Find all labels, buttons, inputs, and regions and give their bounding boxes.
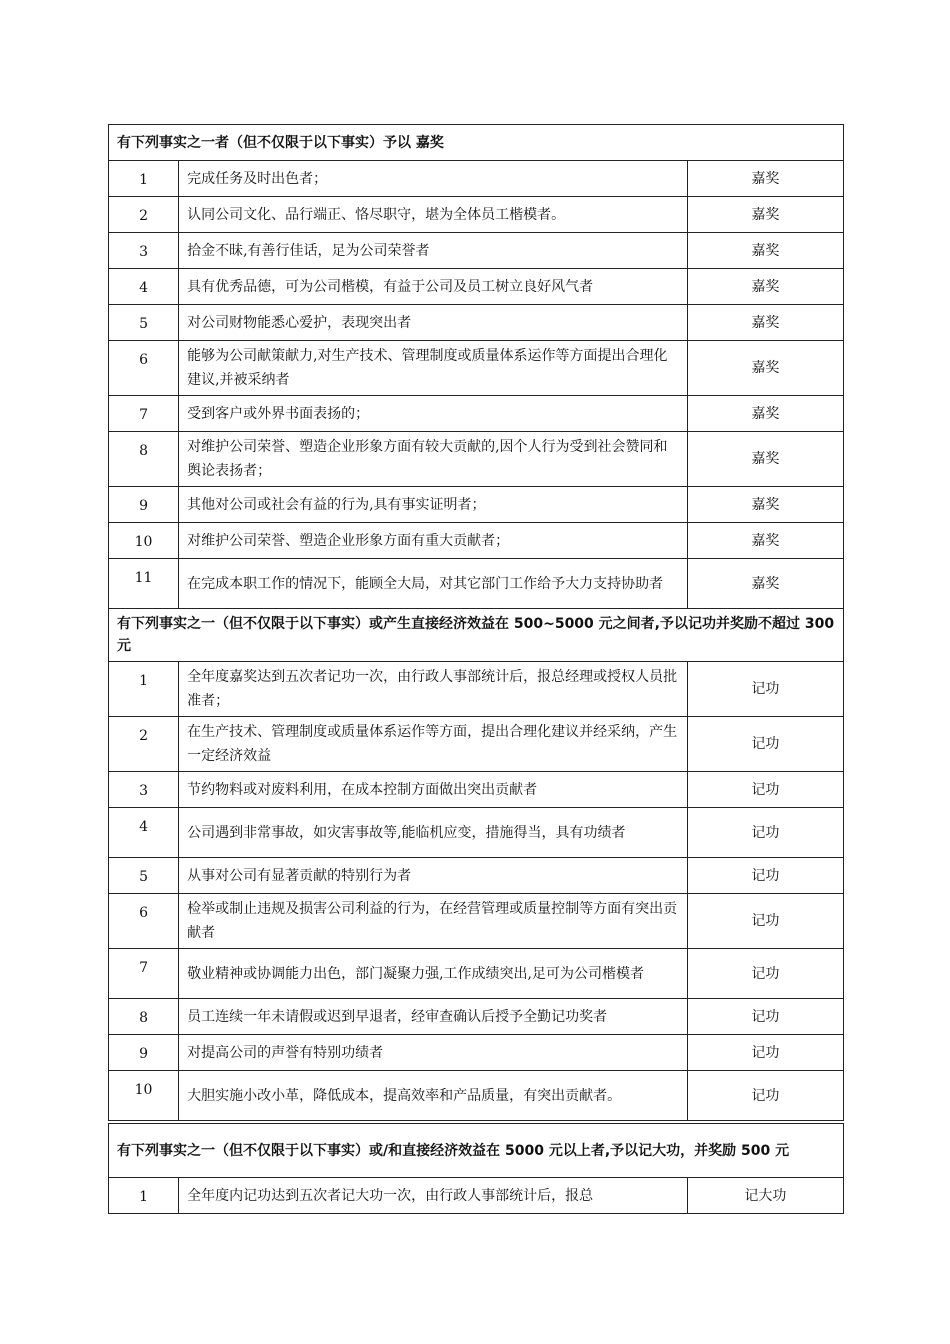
table-row	[109, 432, 844, 487]
table-row	[109, 662, 844, 717]
row-reward: 记功	[687, 662, 843, 717]
row-number: 7	[109, 949, 179, 999]
row-reward: 记大功	[687, 1178, 843, 1214]
row-description: 对维护公司荣誉、塑造企业形象方面有重大贡献者；	[179, 523, 688, 559]
row-reward: 嘉奖	[687, 161, 843, 197]
row-number: 5	[109, 305, 179, 341]
row-reward: 记功	[687, 999, 843, 1035]
row-description: 其他对公司或社会有益的行为,具有事实证明者；	[179, 487, 688, 523]
row-reward: 嘉奖	[687, 341, 843, 396]
row-description: 从事对公司有显著贡献的特别行为者	[179, 858, 688, 894]
commendation-table	[108, 124, 844, 1121]
major-merit-table	[108, 1123, 844, 1214]
row-number: 9	[109, 1035, 179, 1071]
row-description: 拾金不昧,有善行佳话，足为公司荣誉者	[179, 233, 688, 269]
table-row	[109, 999, 844, 1035]
table-row	[109, 1071, 844, 1121]
table-row	[109, 1035, 844, 1071]
row-reward: 记功	[687, 772, 843, 808]
row-number: 3	[109, 233, 179, 269]
table-row	[109, 894, 844, 949]
row-description: 对提高公司的声誉有特别功绩者	[179, 1035, 688, 1071]
row-reward: 记功	[687, 949, 843, 999]
row-description: 全年度内记功达到五次者记大功一次，由行政人事部统计后，报总	[179, 1178, 688, 1214]
row-description: 对维护公司荣誉、塑造企业形象方面有较大贡献的,因个人行为受到社会赞同和舆论表扬者；	[179, 432, 688, 487]
row-reward: 记功	[687, 894, 843, 949]
row-number: 10	[109, 1071, 179, 1121]
row-description: 大胆实施小改小革，降低成本，提高效率和产品质量，有突出贡献者。	[179, 1071, 688, 1121]
table-row	[109, 559, 844, 609]
row-number: 3	[109, 772, 179, 808]
section-header: 有下列事实之一者（但不仅限于以下事实）予以 嘉奖	[109, 125, 844, 161]
row-description: 全年度嘉奖达到五次者记功一次，由行政人事部统计后，报总经理或授权人员批准者；	[179, 662, 688, 717]
row-description: 检举或制止违规及损害公司利益的行为，在经营管理或质量控制等方面有突出贡献者	[179, 894, 688, 949]
row-reward: 记功	[687, 717, 843, 772]
row-number: 6	[109, 341, 179, 396]
row-description: 完成任务及时出色者；	[179, 161, 688, 197]
table-row	[109, 341, 844, 396]
row-number: 1	[109, 161, 179, 197]
row-number: 10	[109, 523, 179, 559]
table-row	[109, 487, 844, 523]
row-description: 在生产技术、管理制度或质量体系运作等方面，提出合理化建议并经采纳，产生一定经济效益	[179, 717, 688, 772]
row-description: 认同公司文化、品行端正、恪尽职守，堪为全体员工楷模者。	[179, 197, 688, 233]
row-description: 在完成本职工作的情况下，能顾全大局，对其它部门工作给予大力支持协助者	[179, 559, 688, 609]
row-number: 7	[109, 396, 179, 432]
table-row	[109, 858, 844, 894]
row-description: 对公司财物能悉心爱护，表现突出者	[179, 305, 688, 341]
table-row	[109, 305, 844, 341]
table-row	[109, 808, 844, 858]
table-row	[109, 717, 844, 772]
row-number: 5	[109, 858, 179, 894]
row-number: 1	[109, 1178, 179, 1214]
table-row	[109, 949, 844, 999]
table-row	[109, 269, 844, 305]
table-row	[109, 161, 844, 197]
row-reward: 记功	[687, 858, 843, 894]
row-number: 9	[109, 487, 179, 523]
row-number: 4	[109, 269, 179, 305]
row-reward: 记功	[687, 1035, 843, 1071]
row-reward: 记功	[687, 808, 843, 858]
row-reward: 嘉奖	[687, 269, 843, 305]
table-row	[109, 396, 844, 432]
row-number: 8	[109, 999, 179, 1035]
row-description: 受到客户或外界书面表扬的；	[179, 396, 688, 432]
row-reward: 嘉奖	[687, 559, 843, 609]
table-row	[109, 233, 844, 269]
table-row	[109, 197, 844, 233]
row-number: 8	[109, 432, 179, 487]
row-number: 6	[109, 894, 179, 949]
row-number: 1	[109, 662, 179, 717]
row-description: 公司遇到非常事故，如灾害事故等,能临机应变，措施得当，具有功绩者	[179, 808, 688, 858]
row-number: 11	[109, 559, 179, 609]
row-description: 员工连续一年未请假或迟到早退者，经审查确认后授予全勤记功奖者	[179, 999, 688, 1035]
table-row	[109, 772, 844, 808]
row-reward: 嘉奖	[687, 396, 843, 432]
table-row	[109, 523, 844, 559]
row-description: 具有优秀品德，可为公司楷模，有益于公司及员工树立良好风气者	[179, 269, 688, 305]
table-row	[109, 1178, 844, 1214]
row-description: 能够为公司献策献力,对生产技术、管理制度或质量体系运作等方面提出合理化建议,并被采纳者	[179, 341, 688, 396]
row-reward: 嘉奖	[687, 233, 843, 269]
row-number: 2	[109, 717, 179, 772]
section-header: 有下列事实之一（但不仅限于以下事实）或产生直接经济效益在 500~5000 元之间者,予以记功并奖励不超过 300 元	[109, 609, 844, 662]
row-reward: 嘉奖	[687, 487, 843, 523]
row-reward: 嘉奖	[687, 305, 843, 341]
row-description: 节约物料或对废料利用，在成本控制方面做出突出贡献者	[179, 772, 688, 808]
row-reward: 记功	[687, 1071, 843, 1121]
row-reward: 嘉奖	[687, 523, 843, 559]
section-header: 有下列事实之一（但不仅限于以下事实）或/和直接经济效益在 5000 元以上者,予以记大功，并奖励 500 元	[109, 1124, 844, 1178]
row-reward: 嘉奖	[687, 197, 843, 233]
row-description: 敬业精神或协调能力出色，部门凝聚力强,工作成绩突出,足可为公司楷模者	[179, 949, 688, 999]
row-number: 4	[109, 808, 179, 858]
row-number: 2	[109, 197, 179, 233]
row-reward: 嘉奖	[687, 432, 843, 487]
